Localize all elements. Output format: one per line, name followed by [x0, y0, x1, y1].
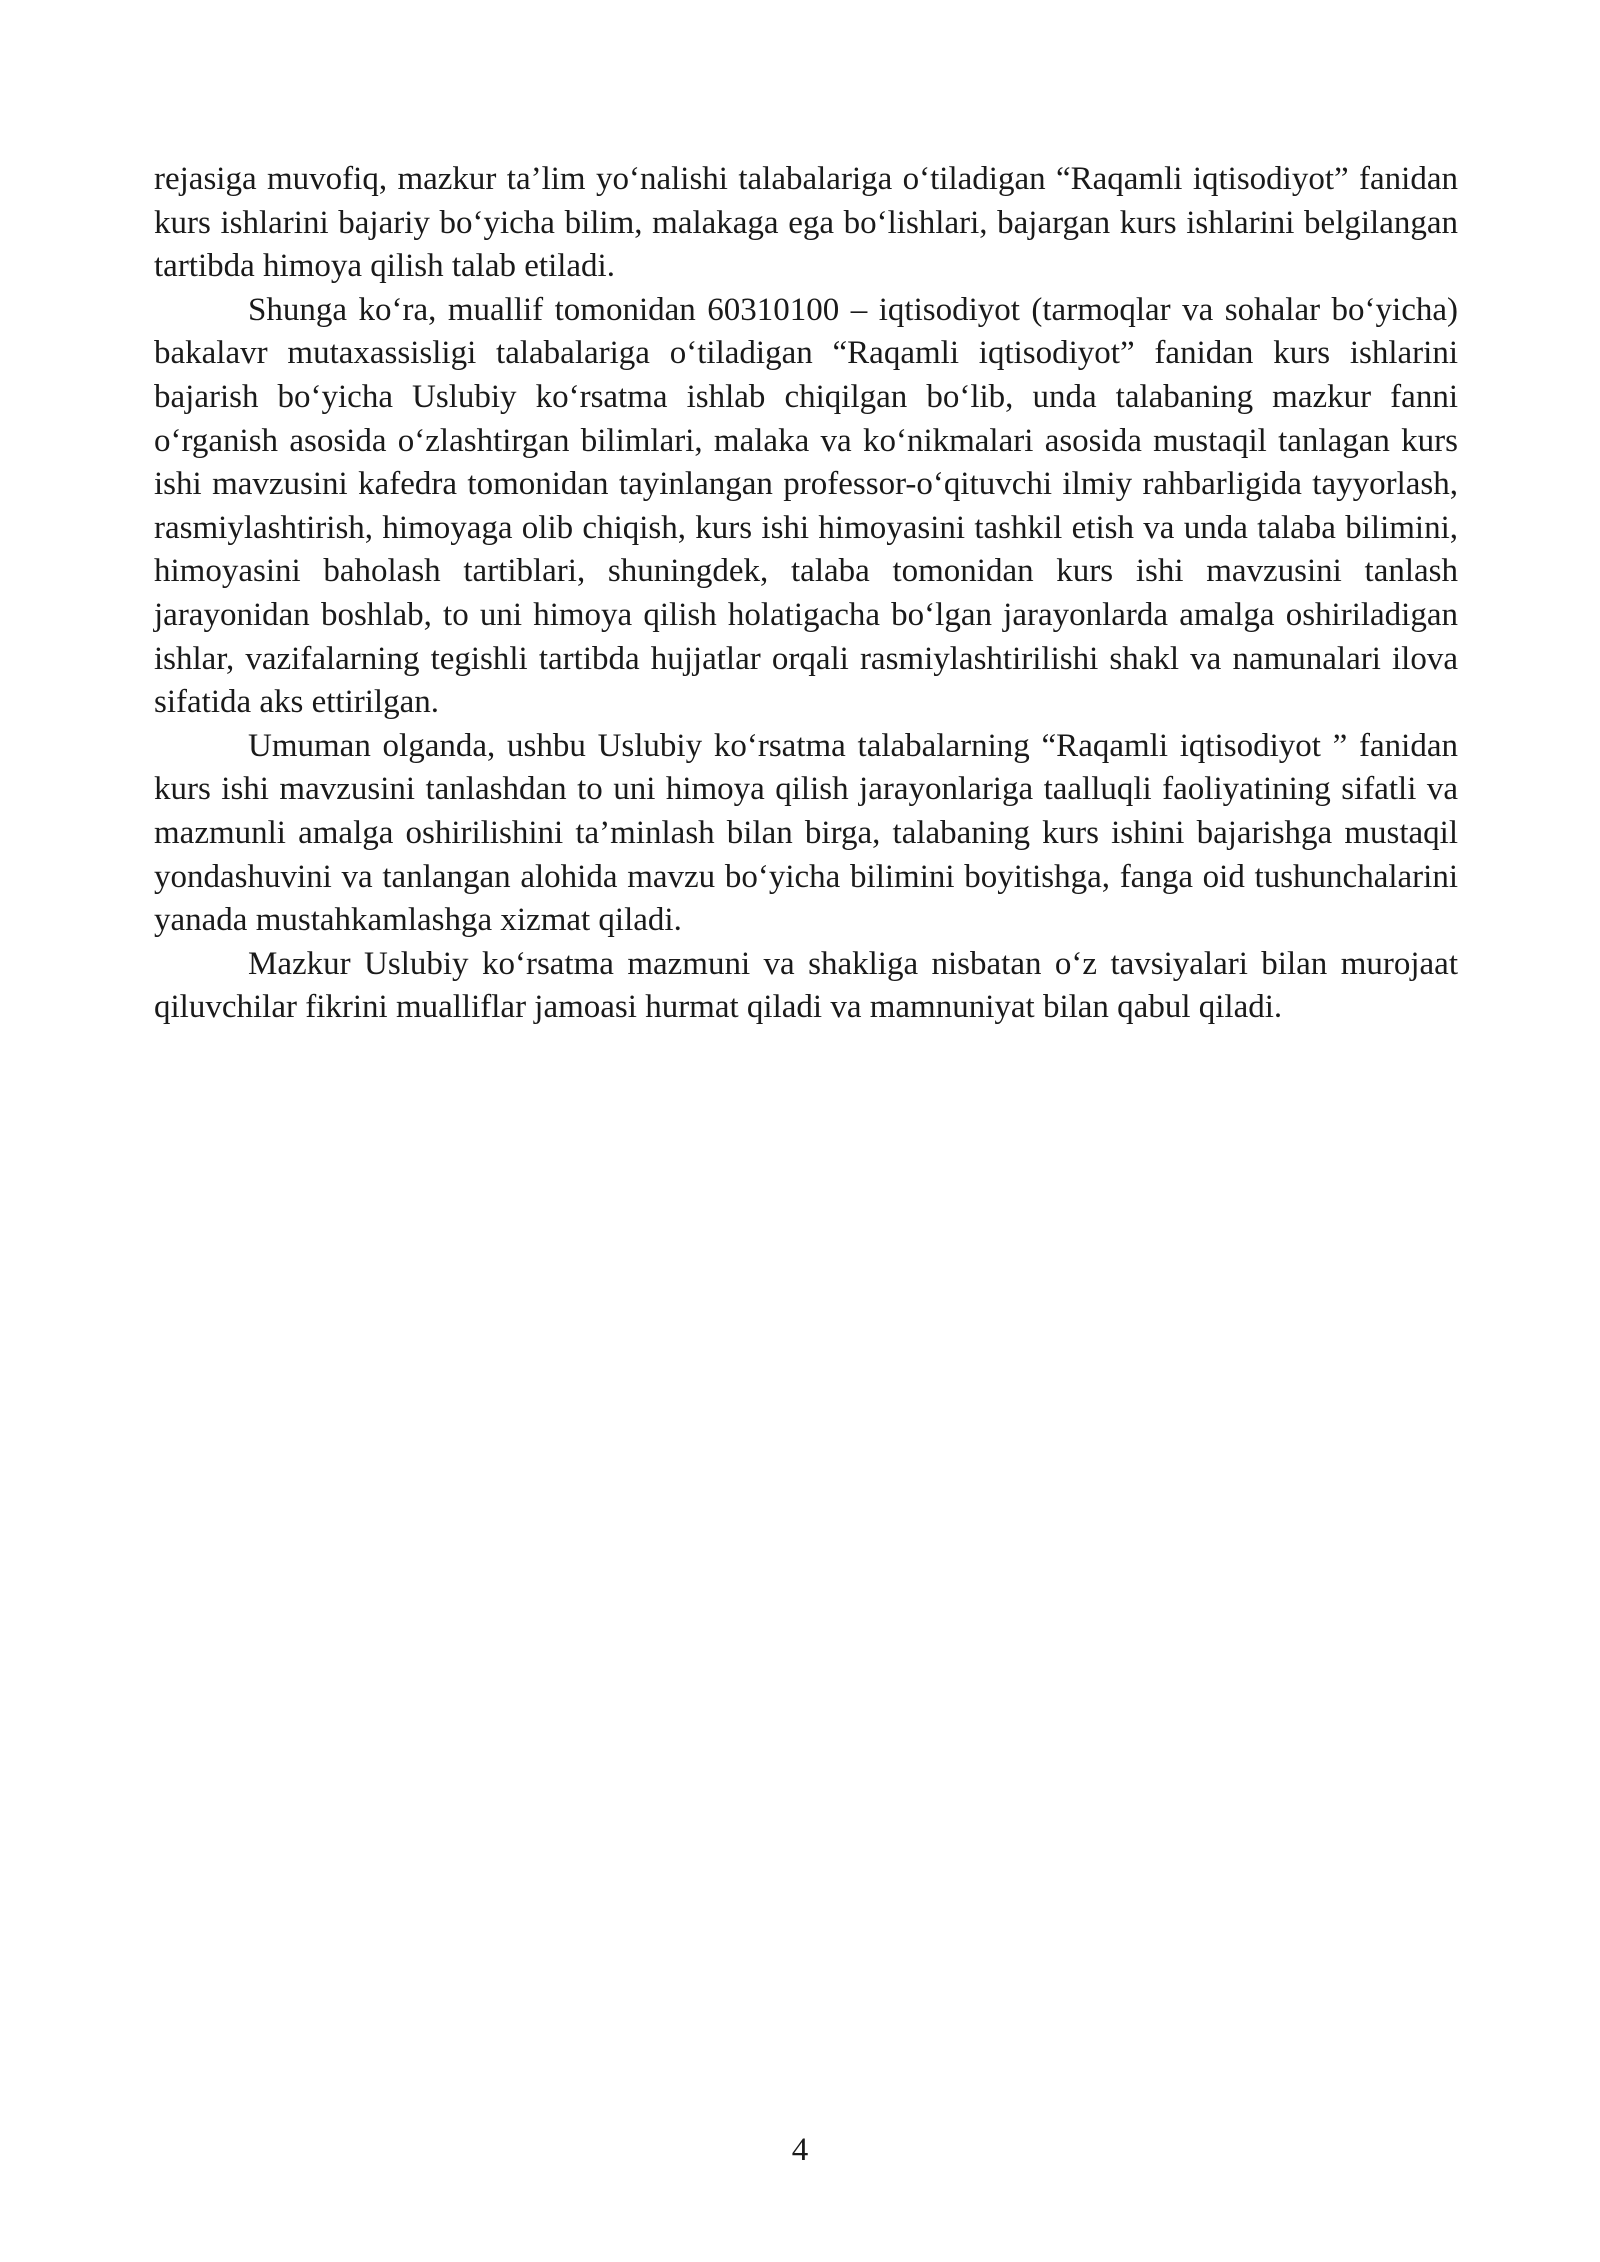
- paragraph-continuation: rejasiga muvofiq, mazkur ta’lim yo‘nalishi talabalariga o‘tiladigan “Raqamli iqtisodiyot” fanidan kurs ishlarini bajariy bo‘yicha bilim, malakaga ega bo‘lishlari, bajargan kurs ishlarini belgilangan tartibda himoya qilish talab etiladi.: [154, 161, 1458, 285]
- paragraph-mazkur: Mazkur Uslubiy ko‘rsatma mazmuni va shakliga nisbatan o‘z tavsiyalari bilan murojaat qiluvchilar fikrini mualliflar jamoasi hurmat qiladi va mamnuniyat bilan qabul qiladi.: [154, 945, 1458, 1026]
- paragraph-umuman-olganda: Umuman olganda, ushbu Uslubiy ko‘rsatma talabalarning “Raqamli iqtisodiyot ” fanidan kurs ishi mavzusini tanlashdan to uni himoya qilish jarayonlariga taalluqli faoliyatining sifatli va mazmunli amalga oshirilishini ta’minlash bilan birga, talabaning kurs ishini bajarishga mustaqil yondashuvini va tanlangan alohida mavzu bo‘yicha bilimini boyitishga, fanga oid tushunchalarini yanada mustahkamlashga xizmat qiladi.: [154, 727, 1458, 939]
- paragraph-shunga-kora: Shunga ko‘ra, muallif tomonidan 60310100 – iqtisodiyot (tarmoqlar va sohalar bo‘yicha) bakalavr mutaxassisligi talabalariga o‘tiladigan “Raqamli iqtisodiyot” fanidan kurs ishlarini bajarish bo‘yicha Uslubiy ko‘rsatma ishlab chiqilgan bo‘lib, unda talabaning mazkur fanni o‘rganish asosida o‘zlashtirgan bilimlari, malaka va ko‘nikmalari asosida mustaqil tanlagan kurs ishi mavzusini kafedra tomonidan tayinlangan professor-o‘qituvchi ilmiy rahbarligida tayyorlash, rasmiylashtirish, himoyaga olib chiqish, kurs ishi himoyasini tashkil etish va unda talaba bilimini, himoyasini baholash tartiblari, shuningdek, talaba tomonidan kurs ishi mavzusini tanlash jarayonidan boshlab, to uni himoya qilish holatigacha bo‘lgan jarayonlarda amalga oshiriladigan ishlar, vazifalarning tegishli tartibda hujjatlar orqali rasmiylashtirilishi shakl va namunalari ilova sifatida aks ettirilgan.: [154, 291, 1458, 721]
- body-text: [154, 158, 1458, 1030]
- page-number: 4: [791, 2132, 809, 2168]
